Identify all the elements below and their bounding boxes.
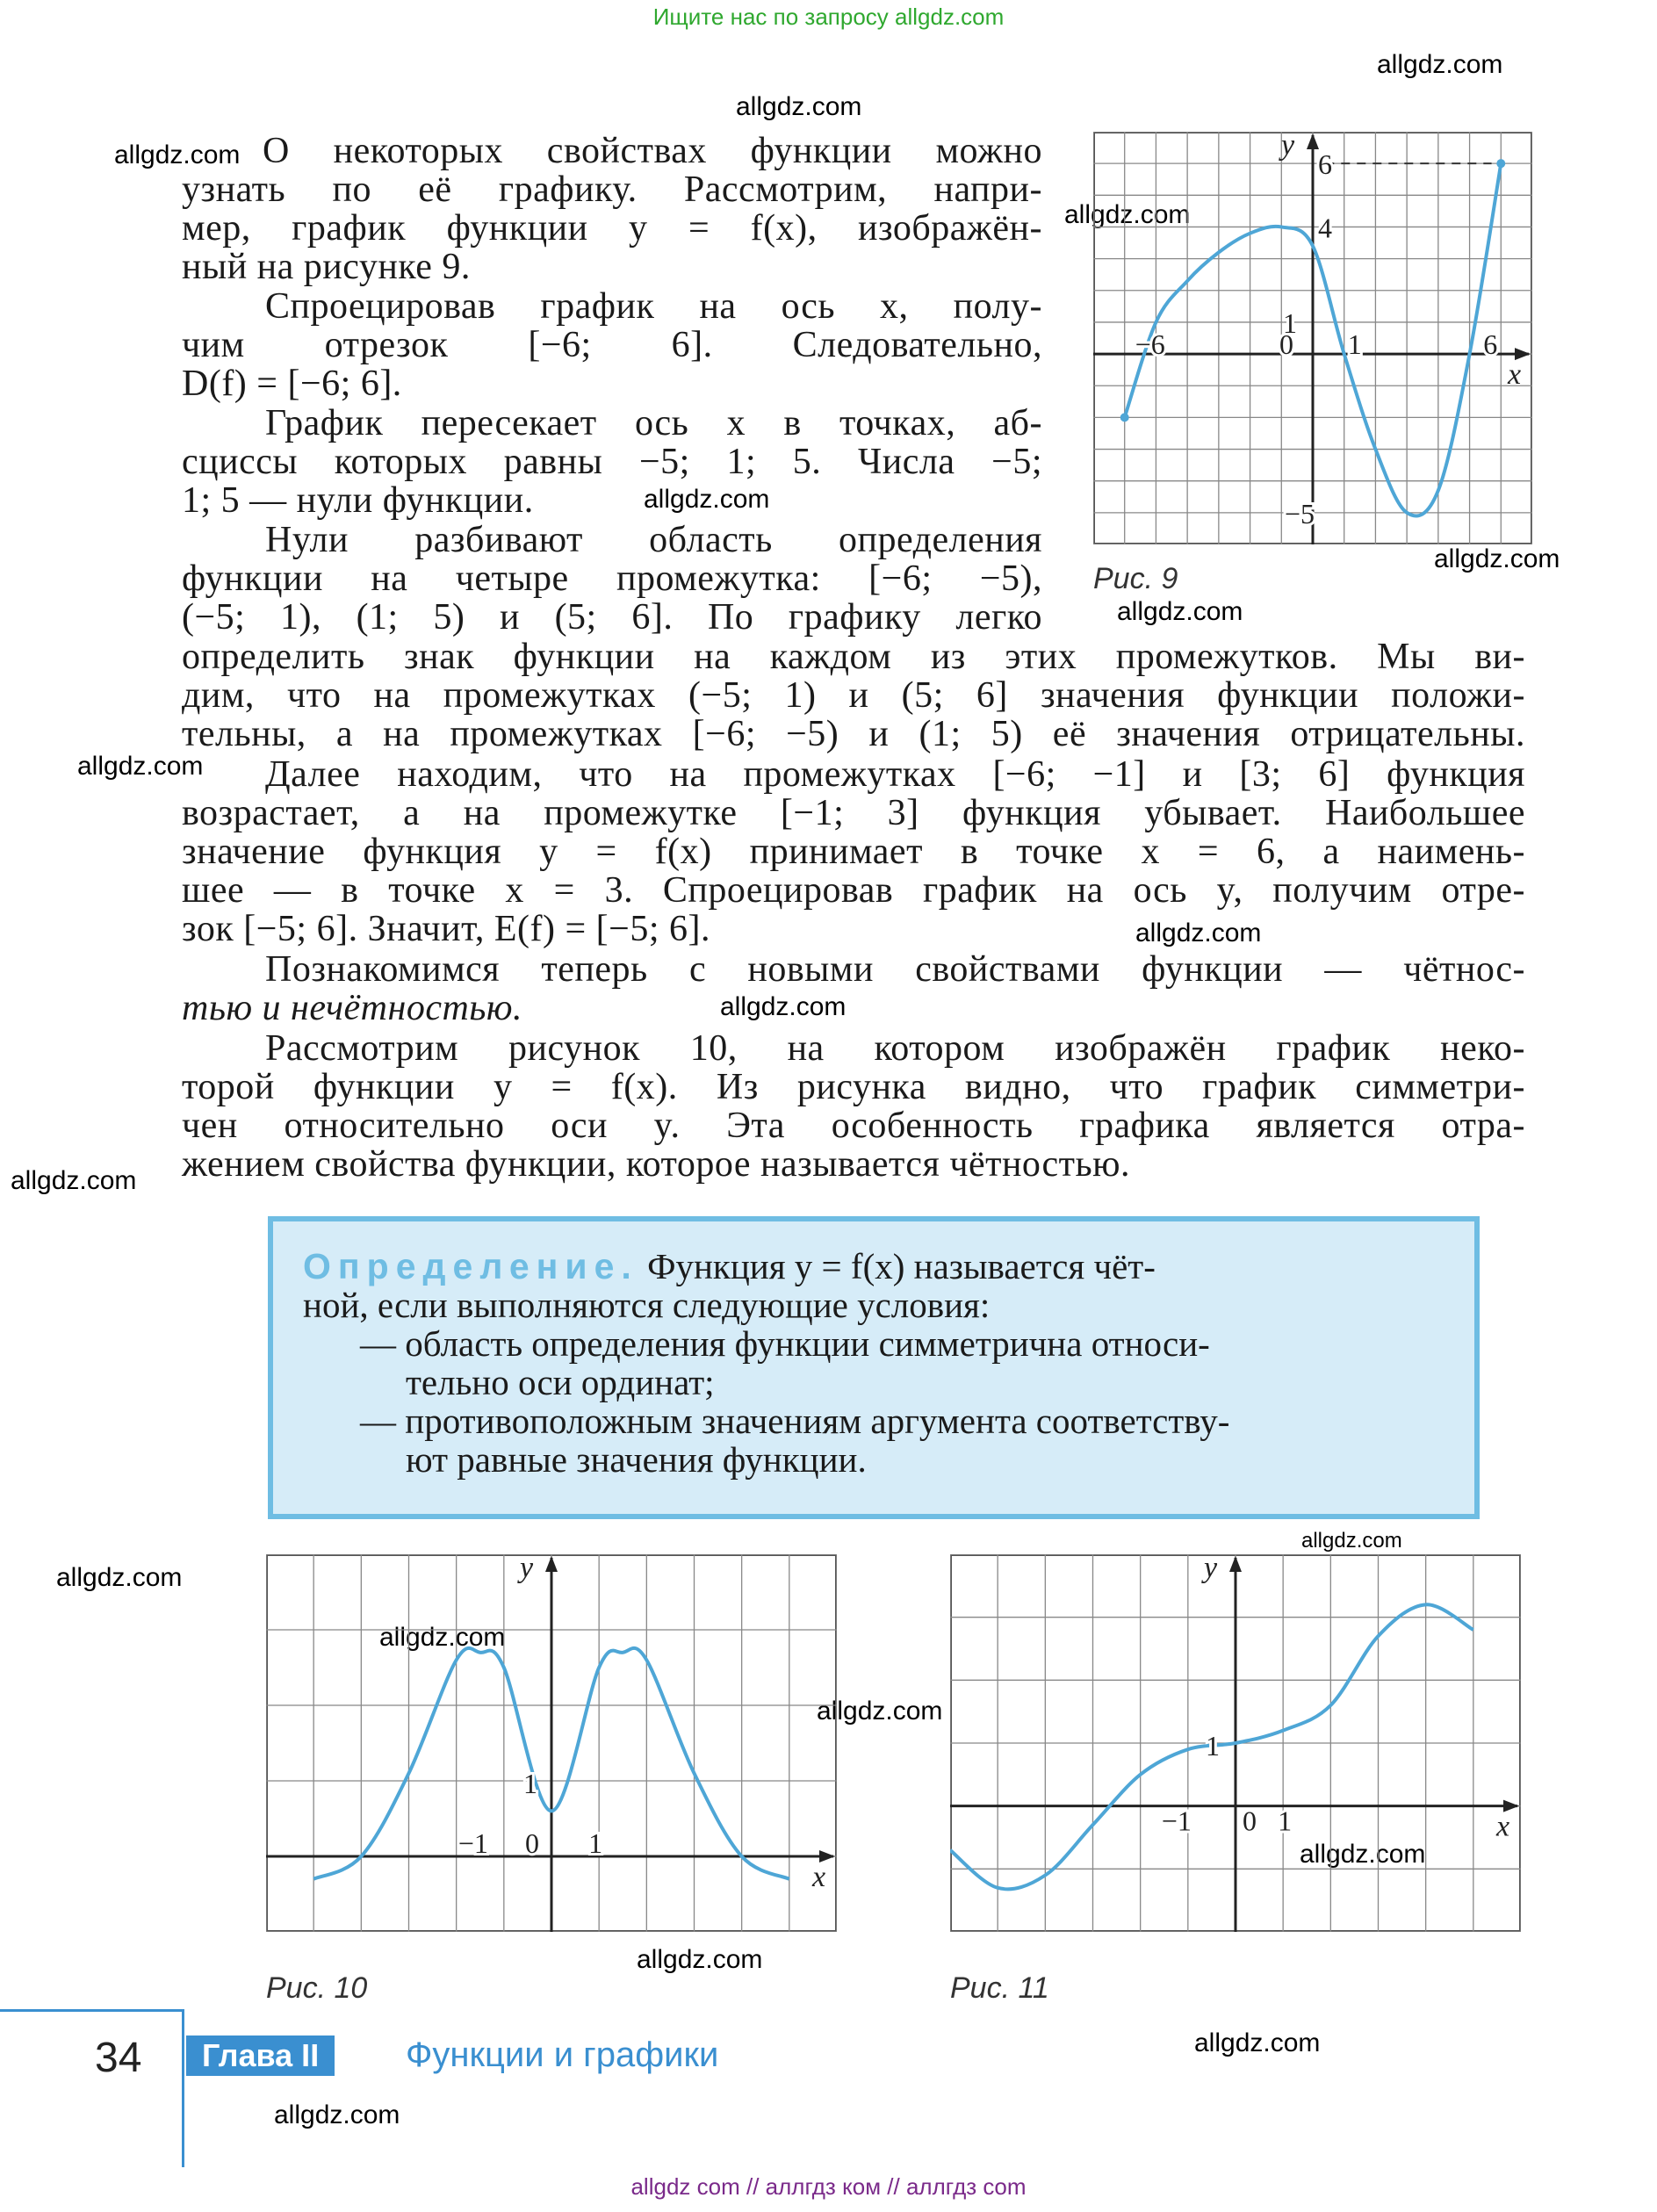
figure-11-caption: Рис. 11	[950, 1971, 1049, 2005]
y-axis-label: y	[1281, 132, 1295, 162]
watermark: allgdz.com	[1300, 1840, 1426, 1869]
text-line: 1; 5 — нули функции.	[182, 480, 534, 521]
text-line: возрастает, а на промежутке [−1; 3] функция убывает. Наибольшее	[182, 793, 1525, 833]
tick-label: 1	[523, 1768, 537, 1799]
watermark: allgdz.com	[637, 1945, 763, 1974]
text-line: мер, график функции y = f(x), изображён-	[182, 208, 1042, 249]
top-banner: Ищите нас по запросу allgdz.com	[652, 4, 1005, 30]
bottom-banner: allgdz com // аллгдз ком // аллгдз com	[630, 2173, 1027, 2200]
figure-9-chart	[1093, 132, 1532, 544]
tick-label: 1	[1283, 306, 1297, 339]
tick-label: 4	[1318, 212, 1332, 244]
text-line: D(f) = [−6; 6].	[182, 364, 402, 404]
definition-line: ют равные значения функции.	[406, 1439, 867, 1480]
text-line: График пересекает ось x в точках, аб-	[265, 403, 1042, 443]
watermark: allgdz.com	[77, 752, 204, 781]
watermark: allgdz.com	[817, 1697, 943, 1726]
x-axis-label: x	[1508, 358, 1522, 392]
text-line: дим, что на промежутках (−5; 1) и (5; 6] значения функции положи-	[182, 675, 1525, 716]
tick-label: 6	[1318, 148, 1332, 181]
figure-11-chart	[950, 1554, 1521, 1932]
definition-line: — противоположным значениям аргумента соответству-	[360, 1401, 1230, 1441]
tick-label: 0	[1243, 1805, 1257, 1837]
page-number-frame	[0, 2009, 184, 2167]
watermark: allgdz.com	[11, 1166, 137, 1195]
text-line: функции на четыре промежутка: [−6; −5),	[182, 558, 1042, 599]
y-axis-arrow	[1307, 133, 1319, 149]
watermark: allgdz.com	[379, 1623, 506, 1652]
curve-endpoint	[1496, 159, 1505, 168]
text-line: узнать по её графику. Рассмотрим, напри-	[182, 169, 1042, 210]
watermark: allgdz.com	[274, 2100, 400, 2129]
definition-line: ной, если выполняются следующие условия:	[303, 1285, 991, 1325]
tick-label: 1	[1347, 328, 1362, 361]
watermark: allgdz.com	[1377, 50, 1503, 79]
watermark: allgdz.com	[56, 1563, 183, 1592]
figure-10-chart	[266, 1554, 837, 1932]
watermark: allgdz.com	[1117, 597, 1243, 626]
text-line: жением свойства функции, которое называется чётностью.	[182, 1144, 1130, 1185]
text-line: чим отрезок [−6; 6]. Следовательно,	[182, 325, 1042, 365]
text-line: Познакомимся теперь с новыми свойствами функции — чётнос-	[265, 949, 1525, 990]
tick-label: −1	[457, 1827, 488, 1859]
watermark: allgdz.com	[114, 141, 241, 169]
text-line: О некоторых свойствах функции можно	[263, 131, 1042, 171]
text-line: тельны, а на промежутках [−6; −5) и (1; 5) её значения отрицательны.	[182, 714, 1525, 754]
definition-line: — область определения функции симметрична относи-	[360, 1323, 1210, 1364]
tick-label: −5	[1285, 497, 1315, 530]
definition-line-1	[303, 1247, 1480, 1286]
tick-label: −6	[1135, 328, 1165, 361]
tick-label: 0	[525, 1827, 539, 1859]
x-axis-label: x	[1496, 1810, 1510, 1843]
definition-title: Определение.	[303, 1246, 638, 1286]
text-line: Спроецировав график на ось x, полу-	[265, 286, 1042, 327]
watermark: allgdz.com	[1135, 919, 1262, 947]
text-line: зок [−5; 6]. Значит, E(f) = [−5; 6].	[182, 909, 710, 949]
tick-label: 6	[1483, 328, 1498, 361]
chapter-label: Глава II	[186, 2035, 335, 2076]
tick-label: 1	[588, 1827, 603, 1859]
watermark: allgdz.com	[1301, 1529, 1402, 1553]
curve-endpoint	[1120, 413, 1129, 422]
text-line: шее — в точке x = 3. Спроецировав график на ось y, получим отре-	[182, 870, 1525, 911]
text-line: Далее находим, что на промежутках [−6; −1] и [3; 6] функция	[265, 754, 1525, 795]
text-line: определить знак функции на каждом из этих промежутков. Мы ви-	[182, 637, 1525, 677]
y-axis-label: y	[1204, 1554, 1218, 1584]
text-line: значение функция y = f(x) принимает в точке x = 6, а наимень-	[182, 832, 1525, 872]
definition-line: тельно оси ординат;	[406, 1362, 715, 1402]
definition-text: Функция y = f(x) называется чёт-	[647, 1246, 1156, 1286]
y-axis-arrow	[1229, 1556, 1242, 1572]
text-line: чен относительно оси y. Эта особенность графика является отра-	[182, 1106, 1525, 1146]
chapter-title: Функции и графики	[406, 2035, 719, 2074]
text-line: (−5; 1), (1; 5) и (5; 6]. По графику легко	[182, 597, 1042, 638]
watermark: allgdz.com	[720, 992, 847, 1021]
watermark: allgdz.com	[1434, 544, 1560, 573]
watermark: allgdz.com	[1064, 200, 1191, 229]
tick-label: 1	[1206, 1730, 1220, 1762]
tick-label: 0	[1279, 328, 1293, 361]
y-axis-label: y	[520, 1554, 534, 1584]
watermark: allgdz.com	[736, 92, 862, 121]
text-line: Нули разбивают область определения	[265, 520, 1042, 560]
text-line: торой функции y = f(x). Из рисунка видно, что график симметри-	[182, 1067, 1525, 1107]
figure-9-caption: Рис. 9	[1093, 562, 1178, 595]
text-line: сциссы которых равны −5; 1; 5. Числа −5;	[182, 442, 1042, 482]
text-line: Рассмотрим рисунок 10, на котором изображён график неко-	[265, 1028, 1525, 1069]
text-line: тью и нечётностью.	[182, 988, 523, 1028]
watermark: allgdz.com	[644, 485, 770, 514]
watermark: allgdz.com	[1194, 2028, 1321, 2057]
x-axis-label: x	[812, 1861, 826, 1893]
tick-label: −1	[1161, 1805, 1192, 1837]
page-number: 34	[95, 2035, 142, 2081]
tick-label: 1	[1278, 1805, 1293, 1837]
y-axis-arrow	[545, 1556, 558, 1572]
text-line: ный на рисунке 9.	[182, 247, 471, 287]
figure-10-caption: Рис. 10	[266, 1971, 368, 2005]
